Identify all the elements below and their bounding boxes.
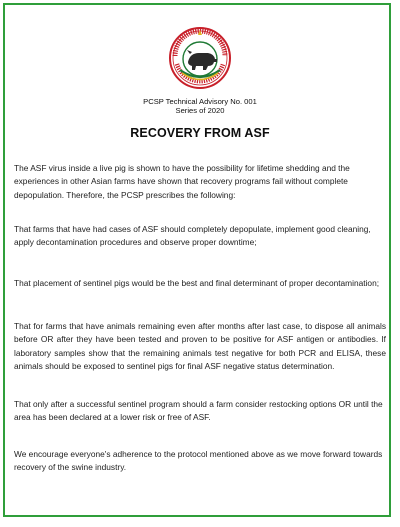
paragraph-restocking: That only after a successful sentinel program should a farm consider restocking options OR until the area has been declared at a lower risk or free of ASF. [14, 399, 383, 423]
pcsp-seal-logo [168, 26, 232, 90]
document-title: RECOVERY FROM ASF [130, 126, 270, 140]
paragraph-sentinel-placement: That placement of sentinel pigs would be the best and final determinant of proper decontamination; [14, 278, 380, 288]
paragraph-remaining-animals: That for farms that have animals remaining even after months after last case, to dispose all animals before OR after they have been tested and proven to be positive for ASF antigen or antibodies. If laboratory samples show that the remaining animals test negative for both PCR and ELISA, these animals should be exposed to sentinel pigs for final ASF negative status determination. [14, 321, 386, 372]
seal-icon [168, 26, 232, 90]
advisory-series: Series of 2020 [175, 106, 225, 115]
paragraph-closing: We encourage everyone's adherence to the protocol mentioned above as we move forward towards recovery of the swine industry. [14, 449, 383, 473]
paragraph-intro: The ASF virus inside a live pig is shown to have the possibility for lifetime shedding and the experiences in other Asian farms have shown that recovery programs fail without complete depopulation. Therefore, the PCSP prescribes the following: [14, 163, 350, 200]
paragraph-depopulate: That farms that have had cases of ASF should completely depopulate, implement good cleaning, apply decontamination procedures and observe proper downtime; [14, 224, 371, 248]
advisory-number: PCSP Technical Advisory No. 001 [143, 97, 257, 106]
